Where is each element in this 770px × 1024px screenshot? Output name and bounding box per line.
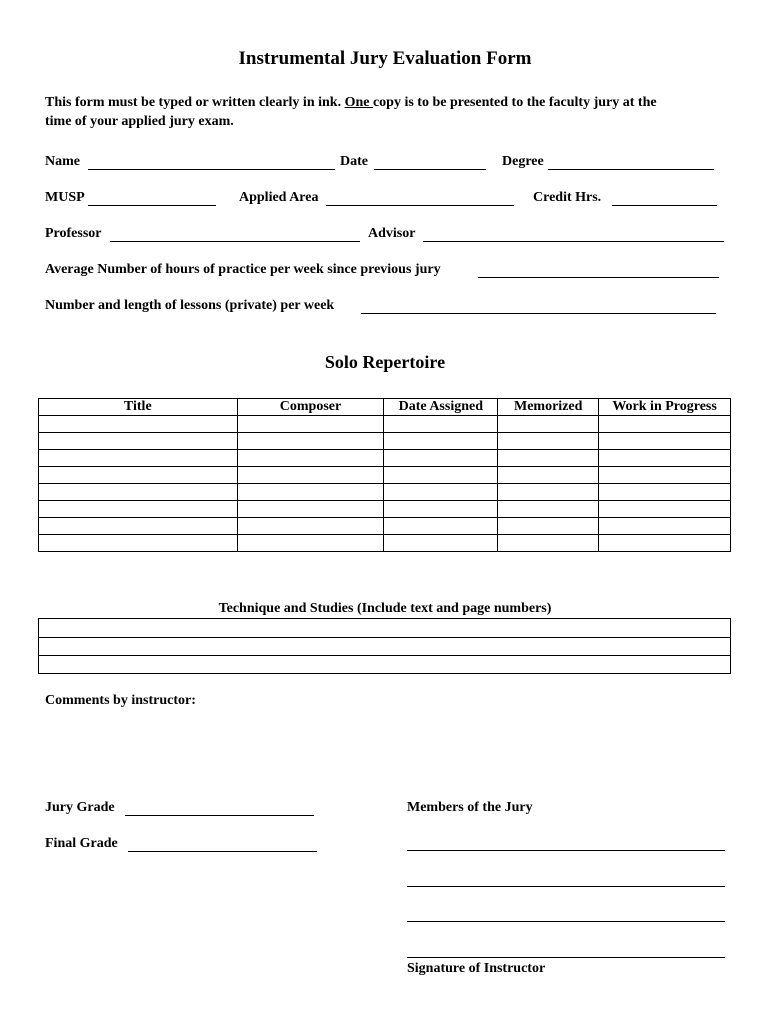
technique-table xyxy=(38,618,731,674)
degree-label: Degree xyxy=(502,154,544,169)
date-label: Date xyxy=(340,154,368,169)
intro-text-underlined: One xyxy=(344,95,373,110)
final-grade-label: Final Grade xyxy=(45,836,118,851)
table-cell[interactable] xyxy=(498,535,599,552)
practice-field[interactable] xyxy=(478,277,719,278)
table-row xyxy=(39,416,731,433)
table-cell[interactable] xyxy=(39,450,238,467)
table-cell[interactable] xyxy=(39,433,238,450)
table-cell[interactable] xyxy=(237,416,384,433)
intro-text-b: copy is to be presented to the faculty jury at the xyxy=(372,95,657,110)
table-cell[interactable] xyxy=(39,484,238,501)
final-grade-field[interactable] xyxy=(128,851,317,852)
musp-field[interactable] xyxy=(88,205,216,206)
table-cell[interactable] xyxy=(384,484,498,501)
table-cell[interactable] xyxy=(39,501,238,518)
lessons-field[interactable] xyxy=(361,313,716,314)
column-header-composer: Composer xyxy=(237,399,384,416)
table-cell[interactable] xyxy=(39,467,238,484)
table-cell[interactable] xyxy=(498,484,599,501)
name-label: Name xyxy=(45,154,80,169)
table-cell[interactable] xyxy=(237,467,384,484)
table-cell[interactable] xyxy=(498,501,599,518)
credit-hrs-label: Credit Hrs. xyxy=(533,190,602,205)
table-cell[interactable] xyxy=(498,433,599,450)
table-cell[interactable] xyxy=(237,518,384,535)
table-row xyxy=(39,467,731,484)
applied-area-field[interactable] xyxy=(326,205,514,206)
date-field[interactable] xyxy=(374,169,486,170)
musp-label: MUSP xyxy=(45,190,85,205)
name-field[interactable] xyxy=(88,169,335,170)
advisor-label: Advisor xyxy=(368,226,416,241)
table-cell[interactable] xyxy=(237,535,384,552)
table-header-row xyxy=(39,399,731,416)
jury-grade-label: Jury Grade xyxy=(45,800,115,815)
column-header-title: Title xyxy=(39,399,238,416)
table-cell[interactable] xyxy=(384,467,498,484)
column-header-date-assigned: Date Assigned xyxy=(384,399,498,416)
table-cell[interactable] xyxy=(599,484,731,501)
jury-member-signature-line[interactable] xyxy=(407,921,725,922)
intro-text-a: This form must be typed or written clearly in ink. xyxy=(45,95,345,110)
applied-area-label: Applied Area xyxy=(239,190,319,205)
table-cell[interactable] xyxy=(39,619,731,638)
jury-member-signature-line[interactable] xyxy=(407,886,725,887)
form-title: Instrumental Jury Evaluation Form xyxy=(238,48,532,69)
table-cell[interactable] xyxy=(384,433,498,450)
table-cell[interactable] xyxy=(384,518,498,535)
table-row xyxy=(39,535,731,552)
table-cell[interactable] xyxy=(39,416,238,433)
credit-hrs-field[interactable] xyxy=(612,205,717,206)
table-cell[interactable] xyxy=(39,535,238,552)
table-cell[interactable] xyxy=(498,416,599,433)
table-cell[interactable] xyxy=(237,433,384,450)
instructor-signature-line[interactable] xyxy=(407,957,725,958)
table-cell[interactable] xyxy=(384,535,498,552)
column-header-memorized: Memorized xyxy=(498,399,599,416)
table-row xyxy=(39,638,731,656)
degree-field[interactable] xyxy=(548,169,714,170)
lessons-label: Number and length of lessons (private) per week xyxy=(45,298,335,313)
table-cell[interactable] xyxy=(599,467,731,484)
table-cell[interactable] xyxy=(237,501,384,518)
table-cell[interactable] xyxy=(39,638,731,656)
comments-label: Comments by instructor: xyxy=(45,693,196,708)
table-cell[interactable] xyxy=(39,518,238,535)
professor-label: Professor xyxy=(45,226,102,241)
intro-line-1 xyxy=(45,95,657,111)
table-cell[interactable] xyxy=(599,433,731,450)
column-header-work-in-progress: Work in Progress xyxy=(599,399,731,416)
table-row xyxy=(39,501,731,518)
table-cell[interactable] xyxy=(498,467,599,484)
table-cell[interactable] xyxy=(237,450,384,467)
table-cell[interactable] xyxy=(39,656,731,674)
jury-grade-field[interactable] xyxy=(125,815,314,816)
table-cell[interactable] xyxy=(237,484,384,501)
table-cell[interactable] xyxy=(498,518,599,535)
practice-label: Average Number of hours of practice per week since previous jury xyxy=(45,262,441,277)
table-cell[interactable] xyxy=(384,450,498,467)
table-cell[interactable] xyxy=(599,450,731,467)
table-row xyxy=(39,656,731,674)
table-row xyxy=(39,484,731,501)
technique-heading: Technique and Studies (Include text and page numbers) xyxy=(218,601,552,616)
table-row xyxy=(39,433,731,450)
table-cell[interactable] xyxy=(384,416,498,433)
intro-line-2: time of your applied jury exam. xyxy=(45,114,234,129)
members-of-jury-label: Members of the Jury xyxy=(407,800,533,815)
jury-member-signature-line[interactable] xyxy=(407,850,725,851)
table-cell[interactable] xyxy=(498,450,599,467)
solo-repertoire-heading: Solo Repertoire xyxy=(324,352,446,372)
table-row xyxy=(39,450,731,467)
signature-of-instructor-label: Signature of Instructor xyxy=(407,961,546,976)
table-cell[interactable] xyxy=(384,501,498,518)
table-cell[interactable] xyxy=(599,501,731,518)
advisor-field[interactable] xyxy=(423,241,724,242)
professor-field[interactable] xyxy=(110,241,360,242)
table-cell[interactable] xyxy=(599,535,731,552)
table-cell[interactable] xyxy=(599,416,731,433)
table-cell[interactable] xyxy=(599,518,731,535)
solo-repertoire-table xyxy=(38,398,731,552)
table-row xyxy=(39,619,731,638)
table-row xyxy=(39,518,731,535)
